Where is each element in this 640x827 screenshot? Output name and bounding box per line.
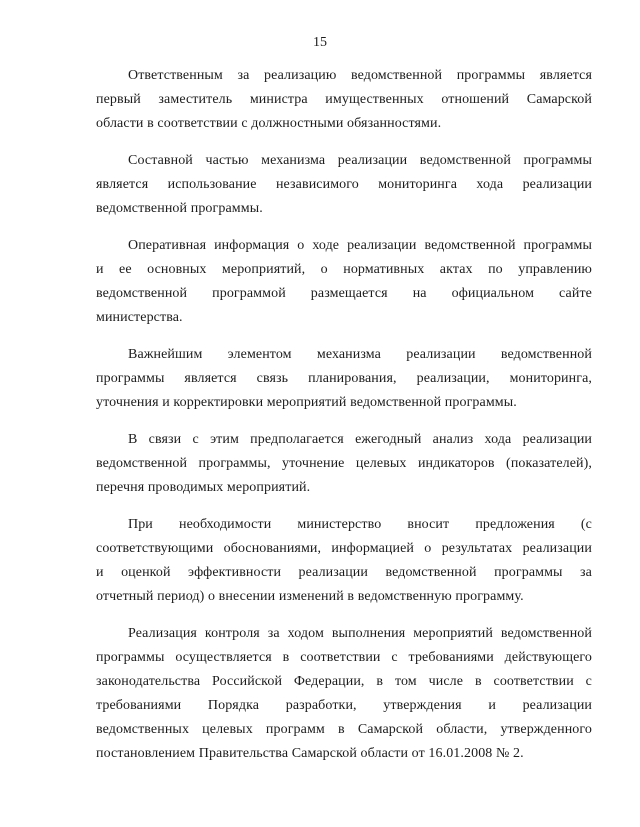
paragraph-line: министерства. <box>96 310 183 325</box>
paragraph-line: ведомственной программы, уточнение целевых индикаторов (показателей), <box>96 456 592 471</box>
paragraph-line: требованиями Порядка разработки, утверждения и реализации <box>96 698 592 713</box>
paragraph-line: ведомственной программы. <box>96 201 263 216</box>
paragraph-line: области в соответствии с должностными обязанностями. <box>96 116 442 131</box>
paragraph-line: Реализация контроля за ходом выполнения мероприятий ведомственной <box>128 626 592 641</box>
paragraph-line: Ответственным за реализацию ведомственной программы является <box>128 68 592 83</box>
paragraph-line: Важнейшим элементом механизма реализации ведомственной <box>128 347 592 362</box>
paragraph-line: ведомственной программой размещается на официальном сайте <box>96 286 592 301</box>
paragraph-line: Составной частью механизма реализации ведомственной программы <box>128 153 592 168</box>
paragraph-line: отчетный период) о внесении изменений в ведомственную программу. <box>96 589 524 604</box>
paragraph-line: и ее основных мероприятий, о нормативных актах по управлению <box>96 262 592 277</box>
paragraph-line: первый заместитель министра имущественных отношений Самарской <box>96 92 592 107</box>
paragraph-line: соответствующими обоснованиями, информацией о результатах реализации <box>96 541 592 556</box>
paragraph-proposals <box>96 513 592 609</box>
paragraph-annual-analysis <box>96 428 592 500</box>
page-number: 15 <box>313 35 327 50</box>
paragraph-responsible <box>96 64 592 136</box>
paragraph-monitoring <box>96 149 592 221</box>
paragraph-line: ведомственных целевых программ в Самарской области, утвержденного <box>96 722 592 737</box>
paragraph-line: При необходимости министерство вносит предложения (с <box>128 517 592 532</box>
paragraph-line: Оперативная информация о ходе реализации ведомственной программы <box>128 238 592 253</box>
paragraph-key-element <box>96 343 592 415</box>
paragraph-line: перечня проводимых мероприятий. <box>96 480 311 495</box>
document-body <box>96 64 592 779</box>
paragraph-control <box>96 622 592 766</box>
paragraph-line: постановлением Правительства Самарской области от 16.01.2008 № 2. <box>96 746 524 761</box>
paragraph-line: и оценкой эффективности реализации ведомственной программы за <box>96 565 592 580</box>
paragraph-line: законодательства Российской Федерации, в том числе в соответствии с <box>96 674 592 689</box>
paragraph-line: программы является связь планирования, реализации, мониторинга, <box>96 371 592 386</box>
paragraph-line: программы осуществляется в соответствии с требованиями действующего <box>96 650 592 665</box>
paragraph-line: В связи с этим предполагается ежегодный анализ хода реализации <box>128 432 592 447</box>
paragraph-information <box>96 234 592 330</box>
paragraph-line: является использование независимого мониторинга хода реализации <box>96 177 592 192</box>
paragraph-line: уточнения и корректировки мероприятий ведомственной программы. <box>96 395 517 410</box>
